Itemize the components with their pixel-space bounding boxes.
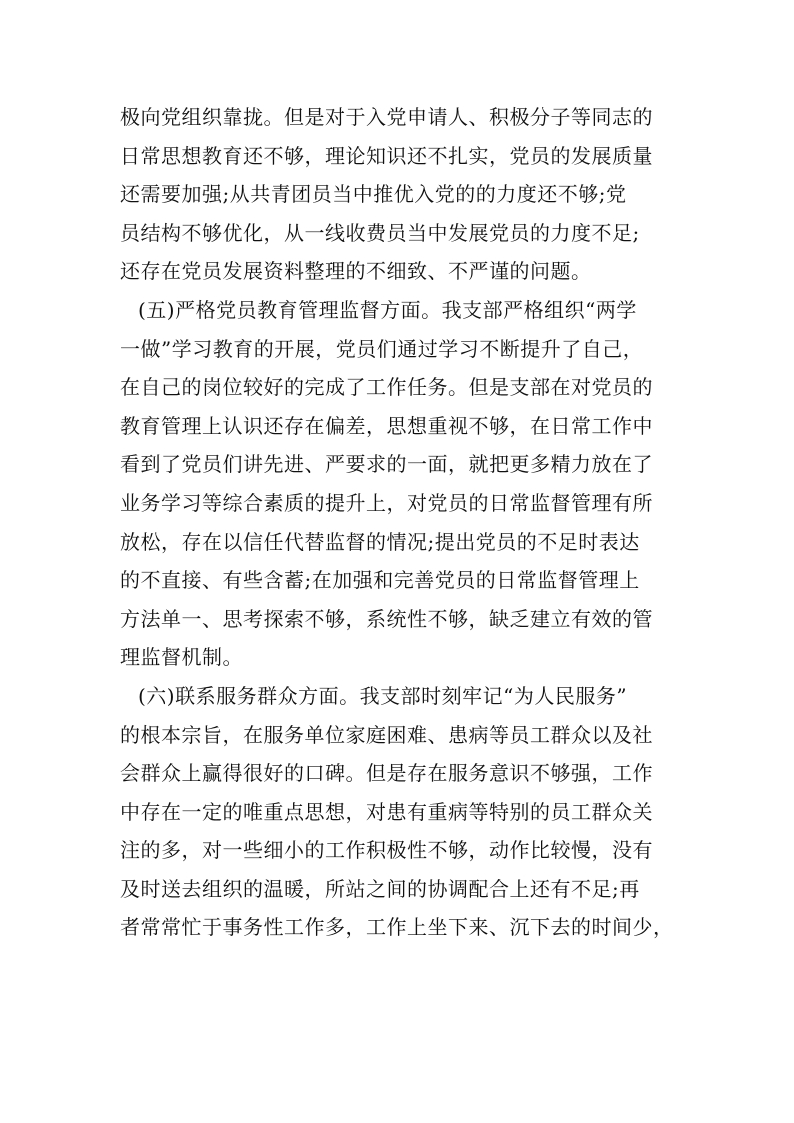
text-line: 及时送去组织的温暖，所站之间的协调配合上还有不足;再 xyxy=(120,876,640,901)
text-line: 放松，存在以信任代替监督的情况;提出党员的不足时表达 xyxy=(120,529,640,554)
text-line: 在自己的岗位较好的完成了工作任务。但是支部在对党员的 xyxy=(120,375,653,400)
text-line: 看到了党员们讲先进、严要求的一面，就把更多精力放在了 xyxy=(120,452,653,477)
section-heading-line: (五)严格党员教育管理监督方面。我支部严格组织“两学 xyxy=(138,297,637,322)
text-line: 会群众上赢得很好的口碑。但是存在服务意识不够强，工作 xyxy=(120,761,653,786)
text-line: 日常思想教育还不够，理论知识还不扎实，党员的发展质量 xyxy=(120,143,653,168)
text-line: 的根本宗旨，在服务单位家庭困难、患病等员工群众以及社 xyxy=(120,722,653,747)
body-text xyxy=(120,98,676,947)
text-line: 还需要加强;从共青团员当中推优入党的的力度还不够;党 xyxy=(120,182,627,207)
text-line: 员结构不够优化，从一线收费员当中发展党员的力度不足; xyxy=(120,220,640,245)
text-line: 还存在党员发展资料整理的不细致、不严谨的问题。 xyxy=(120,259,592,284)
text-line: 极向党组织靠拢。但是对于入党申请人、积极分子等同志的 xyxy=(120,105,653,129)
text-line: 的不直接、有些含蓄;在加强和完善党员的日常监督管理上 xyxy=(120,568,640,593)
text-line: 理监督机制。 xyxy=(120,645,243,670)
text-line: 业务学习等综合素质的提升上，对党员的日常监督管理有所 xyxy=(120,490,653,515)
text-line: 一做”学习教育的开展，党员们通过学习不断提升了自己， xyxy=(120,336,644,361)
text-line: 方法单一、思考探索不够，系统性不够，缺乏建立有效的管 xyxy=(120,606,653,631)
text-line: 中存在一定的唯重点思想，对患有重病等特别的员工群众关 xyxy=(120,799,653,824)
text-line: 注的多，对一些细小的工作积极性不够，动作比较慢，没有 xyxy=(120,838,653,863)
text-line: 教育管理上认识还存在偏差，思想重视不够，在日常工作中 xyxy=(120,413,653,438)
section-heading-line: (六)联系服务群众方面。我支部时刻牢记“为人民服务” xyxy=(138,683,628,708)
text-line: 者常常忙于事务性工作多，工作上坐下来、沉下去的时间少， xyxy=(120,915,674,940)
